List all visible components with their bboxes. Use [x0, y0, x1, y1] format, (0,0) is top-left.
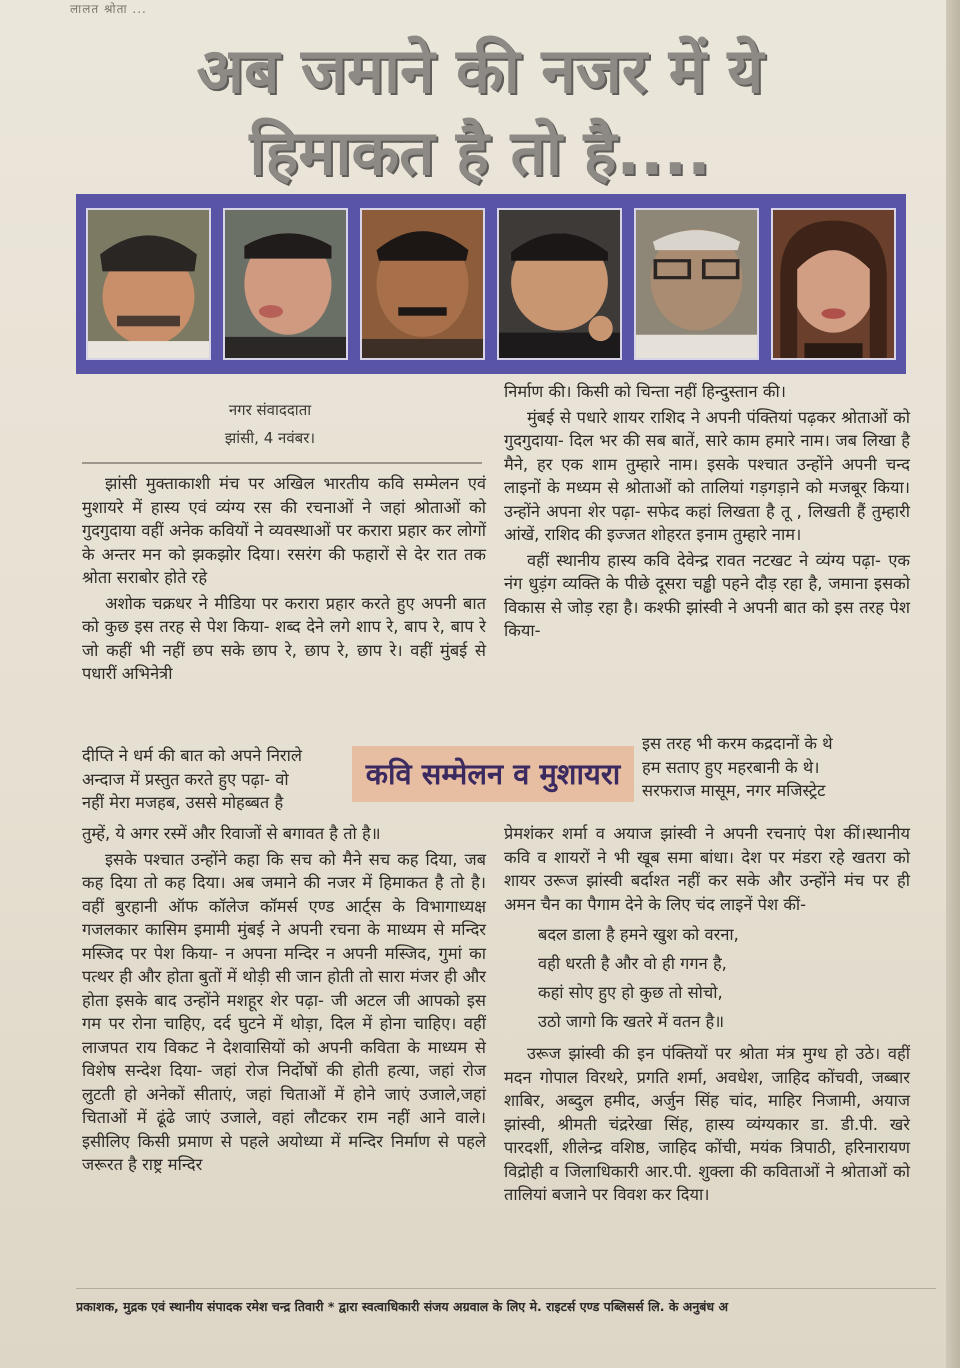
portrait-image	[773, 210, 894, 358]
text-line: दीप्ति ने धर्म की बात को अपने निराले	[82, 746, 302, 765]
portrait-image	[225, 210, 346, 358]
photo-poet-2	[223, 208, 348, 360]
poem-verse	[538, 920, 910, 1036]
text-line: अन्दाज में प्रस्तुत करते हुए पढ़ा- वो	[82, 769, 289, 789]
byline	[150, 396, 390, 452]
dateline: झांसी, 4 नवंबर।	[224, 429, 316, 447]
article-column-right-shared	[642, 732, 910, 803]
headline-line-1: अब जमाने की नजर में ये	[196, 34, 764, 107]
divider	[82, 462, 482, 464]
text-line: सरफराज मासूम, नगर मजिस्ट्रेट	[642, 781, 826, 800]
publisher-imprint: प्रकाशक, मुद्रक एवं स्थानीय संपादक रमेश चन्द्र तिवारी * द्वारा स्वत्वाधिकारी संजय अग्रवाल के लिए मे. राइटर्स एण्ड पब्लिसर्स लि. के अनुबंध अ	[76, 1299, 728, 1314]
photo-poet-5	[634, 208, 759, 360]
paragraph: झांसी मुक्ताकाशी मंच पर अखिल भारतीय कवि सम्मेलन एवं मुशायरे में हास्य एवं व्यंग्य रस की रचनाओं ने जहां श्रोताओं को गुदगुदाया वहीं अनेक कवियों ने व्यवस्थाओं पर करारा प्रहार कर लोगों के अन्तर मन को झकझोर दिया। रसरंग की फहारों से देर रात तक श्रोता सराबोर होते रहे	[82, 474, 486, 587]
article-column-right-upper	[504, 380, 910, 645]
portrait-image	[636, 210, 757, 358]
article-column-left-shared	[82, 744, 354, 815]
paragraph: निर्माण की। किसी को चिन्ता नहीं हिन्दुस्तान की।	[504, 382, 786, 401]
page-edge	[946, 0, 960, 1368]
subheading-box: कवि सम्मेलन व मुशायरा	[352, 746, 634, 802]
verse-line: वही धरती है और वो ही गगन है,	[538, 954, 727, 973]
photo-strip	[76, 194, 906, 374]
text-line: इस तरह भी करम कद्रदानों के थे	[642, 734, 833, 753]
paragraph: तुम्हें, ये अगर रस्में और रिवाजों से बगावत है तो है॥	[82, 824, 381, 843]
article-column-right-lower	[504, 822, 910, 1209]
paragraph: उरूज झांस्वी की इन पंक्तियों पर श्रोता मंत्र मुग्ध हो उठे। वहीं मदन गोपाल विरथरे, प्रगति शर्मा, अवधेश, जाहिद कोंचवी, जब्बार शाबिर, अब्दुल हमीद, अर्जुन सिंह चांद, माहिर निजामी, अयाज झांस्वी, श्रीमती चंद्ररेखा सिंह, हास्य व्यंग्यकार डा. डी.पी. खरे पारदर्शी, शीलेन्द्र वशिष्ठ, जाहिद कोंची, मयंक त्रिपाठी, हरिनारायण विद्रोही व जिलाधिकारी आर.पी. शुक्ला की कविताओं ने श्रोताओं को तालियां बजाने पर विवश कर दिया।	[504, 1044, 910, 1204]
headline-line-2: हिमाकत है तो है....	[249, 116, 711, 189]
paragraph: वहीं स्थानीय हास्य कवि देवेन्द्र रावत नटखट ने व्यंग्य पढ़ा- एक नंग धुड़ंग व्यक्ति के पीछे दूसरा चड्ढी पहने दौड़ रहा है, जमाना इसको विकास से जोड़ रहा है। कश्फी झांस्वी ने अपनी बात को इस तरह पेश किया-	[504, 550, 910, 640]
paragraph: प्रेमशंकर शर्मा व अयाज झांस्वी ने अपनी रचनाएं पेश कीं।स्थानीय कवि व शायरों ने भी खूब समा बांधा। देश पर मंडरा रहे खतरा को शायर उरूज झांस्वी बर्दाश्त नहीं कर सके और उन्होंने मंच पर ही अमन चैन का पैगाम देने के लिए चंद लाइनें पेश कीं-	[504, 824, 910, 914]
portrait-image	[499, 210, 620, 358]
portrait-image	[88, 210, 209, 358]
reporter-credit: नगर संवाददाता	[228, 401, 312, 419]
paragraph: इसके पश्चात उन्होंने कहा कि सच को मैने सच कह दिया, जब कह दिया तो कह दिया। अब जमाने की नजर में हिमाकत है तो है। वहीं बुरहानी ऑफ कॉलेज कॉमर्स एण्ड आर्ट्स के विभागाध्यक्ष गजलकार कासिम इमामी मुंबई ने अपनी रचना के माध्यम से मन्दिर मस्जिद पर पेश किया- न अपना मन्दिर न अपनी मस्जिद, गुमां का पत्थर ही और होता बुतों में थोड़ी सी जान होती तो सारा मंजर ही और होता इसके बाद उन्होंने मशहूर शेर पढ़ा- जी अटल जी आपको इस गम पर रोना चाहिए, दर्द घुटने में थोड़ा, दिल में होना चाहिए। वहीं लाजपत राय विकट ने देशवासियों को अपनी कविता के माध्यम से विशेष सन्देश दिया- जहां रोज निर्दोषों की होती हत्या, जहां रोज लुटती हो अनेकों सीताएं, जहां चिताओं में होने जाएं उजाले,जहां चिताओं में ढूंढे जाएं उजाले, वहां लौटकर राम नहीं आने वाले। इसीलिए किसी प्रमाण से पहले अयोध्या में मन्दिर निर्माण से पहले जरूरत है राष्ट्र मन्दिर	[82, 849, 486, 1174]
portrait-image	[362, 210, 483, 358]
article-column-left-upper	[82, 472, 486, 688]
divider	[76, 1288, 936, 1289]
headline	[60, 30, 900, 194]
verse-line: उठो जागो कि खतरे में वतन है॥	[538, 1012, 725, 1031]
verse-line: कहां सोए हुए हो कुछ तो सोचो,	[538, 983, 723, 1002]
photo-poet-6	[771, 208, 896, 360]
masthead: लालत श्रोता ...	[70, 2, 147, 16]
photo-poet-3	[360, 208, 485, 360]
photo-poet-1	[86, 208, 211, 360]
photo-poet-4	[497, 208, 622, 360]
article-column-left-lower	[82, 822, 486, 1179]
text-line: हम सताए हुए महरबानी के थे।	[642, 757, 820, 777]
text-line: नहीं मेरा मजहब, उससे मोहब्बत है	[82, 793, 284, 812]
paragraph: मुंबई से पधारे शायर राशिद ने अपनी पंक्तियां पढ़कर श्रोताओं को गुदगुदाया- दिल भर की सब बातें, सारे काम हमारे नाम। जब लिखा है मैने, हर एक शाम तुम्हारे नाम। इसके पश्चात उन्होंने अपनी चन्द लाइनों के मध्यम से श्रोताओं को तालियां गड़गड़ाने को मजबूर किया। उन्होंने अपना शेर पढ़ा- सफेद कहां लिखता है तू , लिखती हैं तुम्हारी आंखें, राशिद की इज्जत शोहरत इनाम तुम्हारे नाम।	[504, 407, 910, 544]
verse-line: बदल डाला है हमने खुश को वरना,	[538, 925, 739, 944]
paragraph: अशोक चक्रधर ने मीडिया पर करारा प्रहार करते हुए अपनी बात को कुछ इस तरह से पेश किया- शब्द देने लगे शाप रे, बाप रे, बाप रे जो कहीं भी नहीं छप सके छाप रे, छाप रे, छाप रे। वहीं मुंबई से पधारीं अभिनेत्री	[82, 593, 486, 683]
